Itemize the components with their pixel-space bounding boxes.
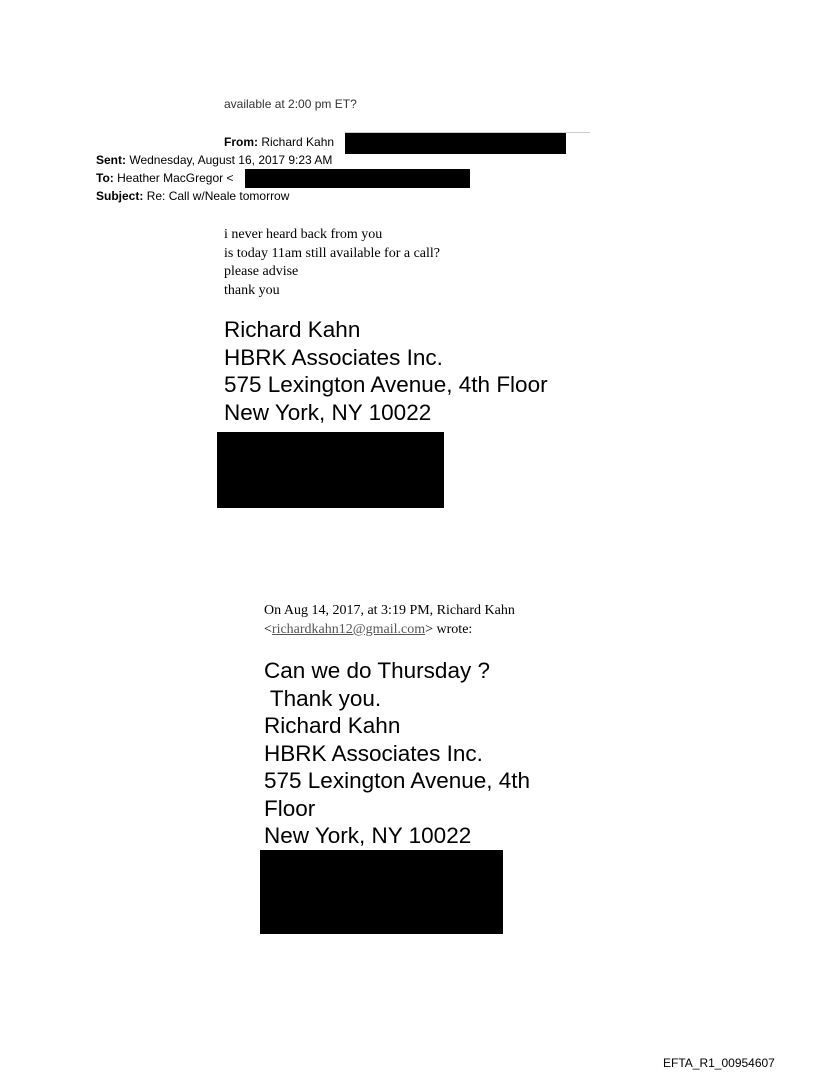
from-line xyxy=(224,135,334,149)
signature-line: HBRK Associates Inc. xyxy=(224,344,443,370)
quoted-line: Floor xyxy=(264,795,316,821)
quoted-line: HBRK Associates Inc. xyxy=(264,740,483,766)
from-value: Richard Kahn xyxy=(261,135,335,149)
quoted-intro: On Aug 14, 2017, at 3:19 PM, Richard Kahn xyxy=(264,603,515,618)
to-value: Heather MacGregor < xyxy=(117,171,234,185)
message-line: thank you xyxy=(224,283,280,299)
sent-line xyxy=(96,153,332,167)
quoted-line: 575 Lexington Avenue, 4th xyxy=(264,768,531,793)
quoted-email-line xyxy=(264,621,515,640)
signature-block xyxy=(224,316,548,426)
quoted-line: New York, NY 10022 xyxy=(264,823,472,848)
from-label: From: xyxy=(224,135,258,149)
email-link[interactable]: richardkahn12@gmail.com xyxy=(271,621,426,637)
signature-line: 575 Lexington Avenue, 4th Floor xyxy=(224,372,548,397)
signature-line: Richard Kahn xyxy=(224,317,361,342)
quoted-line: Can we do Thursday ? xyxy=(264,658,490,683)
message-line: please advise xyxy=(224,264,299,280)
sent-value: Wednesday, August 16, 2017 9:23 AM xyxy=(129,153,333,167)
signature-line: New York, NY 10022 xyxy=(224,399,432,425)
subject-label: Subject: xyxy=(96,189,144,203)
sent-label: Sent: xyxy=(96,153,126,167)
subject-value: Re: Call w/Neale tomorrow xyxy=(146,189,290,203)
quoted-header xyxy=(264,602,515,639)
redaction-box-quoted-signature xyxy=(260,850,503,934)
redaction-box-signature xyxy=(217,432,444,508)
to-label: To: xyxy=(96,171,114,185)
email-close: > wrote: xyxy=(425,621,473,637)
available-time-text: available at 2:00 pm ET? xyxy=(224,97,357,111)
redaction-box-from xyxy=(345,133,566,154)
quoted-body xyxy=(264,657,530,850)
email-open: < xyxy=(264,621,272,637)
message-line: is today 11am still available for a call? xyxy=(224,245,441,261)
quoted-line: Richard Kahn xyxy=(264,713,401,738)
quoted-line: Thank you. xyxy=(264,685,382,711)
to-line xyxy=(96,171,234,185)
document-id: EFTA_R1_00954607 xyxy=(663,1056,775,1070)
redaction-box-to xyxy=(245,169,470,188)
message-line: i never heard back from you xyxy=(224,227,383,242)
subject-line xyxy=(96,189,289,203)
message-body xyxy=(224,226,440,301)
